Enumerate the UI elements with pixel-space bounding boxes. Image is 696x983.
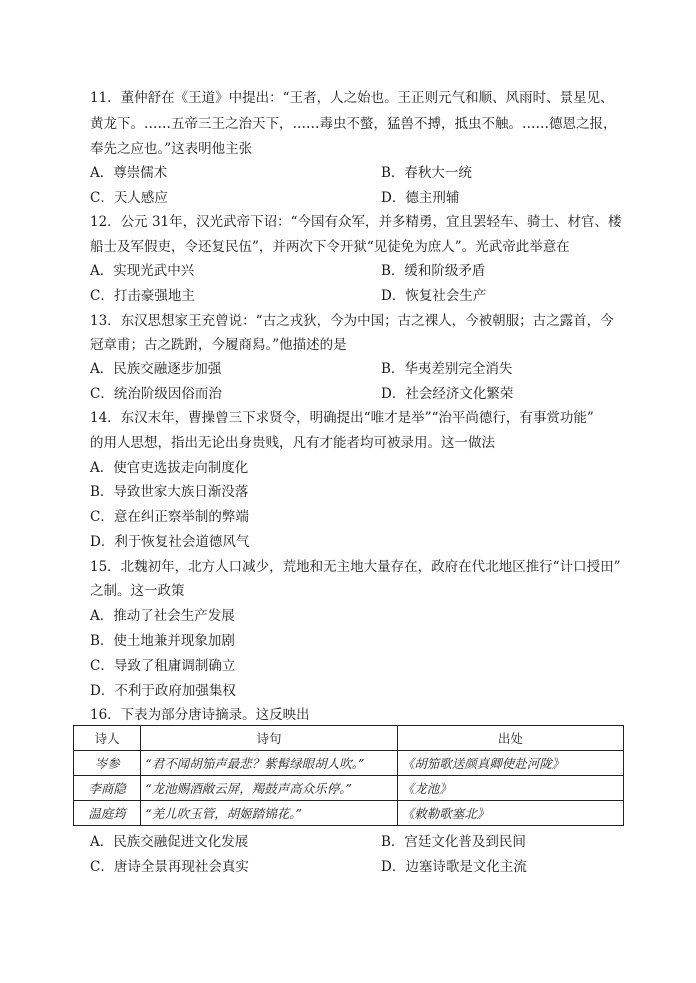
q14-stem-line-2: 的用人思想，指出无论出身贵贱，凡有才能者均可被录用。这一做法 (90, 435, 495, 451)
q11-option-d[interactable]: D．德主刑辅 (381, 190, 460, 206)
q13-option-d[interactable]: D．社会经济文化繁荣 (381, 386, 514, 402)
q13-option-c[interactable]: C．统治阶级因俗而治 (90, 386, 222, 402)
poem-table-header-poet: 诗人 (74, 726, 141, 751)
table-row (74, 776, 624, 801)
q11-option-a[interactable]: A．尊崇儒术 (90, 165, 168, 181)
poem-verse-cell: “羌儿吹玉管，胡姬踏锦花。” (141, 801, 397, 826)
q15-stem-line-2: 之制。这一政策 (90, 583, 185, 599)
poem-table-header-verse: 诗句 (141, 726, 397, 751)
q16-option-b[interactable]: B．宫廷文化普及到民间 (381, 834, 526, 850)
q11-stem-line-2: 黄龙下。……五帝三王之治天下，……毒虫不螫，猛兽不搏，抵虫不触。……德恩之报， (90, 116, 617, 132)
q14-option-d[interactable]: D．利于恢复社会道德风气 (90, 534, 250, 550)
q11-option-b[interactable]: B．春秋大一统 (381, 165, 472, 181)
q13-stem-line-2: 冠章甫；古之跣跗，今履商舄。”他描述的是 (90, 337, 347, 353)
poem-poet-cell: 岑参 (74, 751, 141, 776)
poem-table (73, 725, 624, 826)
poem-verse-cell: “君不闻胡笳声最悲？紫髯绿眼胡人吹。” (141, 751, 397, 776)
q16-stem-line-1: 16．下表为部分唐诗摘录。这反映出 (90, 707, 310, 723)
poem-source-cell: 《龙池》 (397, 776, 623, 801)
poem-poet-cell: 温庭筠 (74, 801, 141, 826)
q15-option-c[interactable]: C．导致了租庸调制确立 (90, 658, 236, 674)
q12-option-d[interactable]: D．恢复社会生产 (381, 288, 487, 304)
q14-option-c[interactable]: C．意在纠正察举制的弊端 (90, 509, 249, 525)
q16-option-d[interactable]: D．边塞诗歌是文化主流 (381, 859, 527, 875)
q12-option-b[interactable]: B．缓和阶级矛盾 (381, 263, 486, 279)
q12-stem-line-2: 船士及军假吏，令还复民伍”，并两次下令开狱“见徒免为庶人”。光武帝此举意在 (90, 239, 570, 255)
poem-table-header-source: 出处 (397, 726, 623, 751)
q12-stem-line-1: 12．公元 31年，汉光武帝下诏：“今国有众军，并多精勇，宜且罢轻车、骑士、材官、楼 (90, 214, 622, 230)
poem-table-header-row (74, 726, 624, 751)
q12-option-a[interactable]: A．实现光武中兴 (90, 263, 195, 279)
poem-verse-cell: “龙池赐酒敞云屏，羯鼓声高众乐停。” (141, 776, 397, 801)
q14-option-b[interactable]: B．导致世家大族日渐没落 (90, 484, 249, 500)
q16-option-a[interactable]: A．民族交融促进文化发展 (90, 834, 249, 850)
q15-option-b[interactable]: B．使土地兼并现象加剧 (90, 633, 235, 649)
q13-stem-line-1: 13．东汉思想家王充曾说：“古之戎狄，今为中国；古之裸人，今被朝服；古之露首，今 (90, 313, 614, 329)
q11-stem-line-3: 奉先之应也。”这表明他主张 (90, 141, 253, 157)
q13-option-b[interactable]: B．华夷差别完全消失 (381, 361, 513, 377)
q13-option-a[interactable]: A．民族交融逐步加强 (90, 361, 222, 377)
poem-source-cell: 《胡笳歌送颜真卿使赴河陇》 (397, 751, 623, 776)
q15-option-d[interactable]: D．不利于政府加强集权 (90, 683, 236, 699)
q12-option-c[interactable]: C．打击豪强地主 (90, 288, 195, 304)
q11-stem-line-1: 11．董仲舒在《王道》中提出：“王者，人之始也。王正则元气和顺、风雨时、景星见、 (90, 90, 614, 106)
poem-source-cell: 《敕勒歌塞北》 (397, 801, 623, 826)
q11-option-c[interactable]: C．天人感应 (90, 190, 168, 206)
table-row (74, 801, 624, 826)
poem-poet-cell: 李商隐 (74, 776, 141, 801)
q15-option-a[interactable]: A．推动了社会生产发展 (90, 608, 235, 624)
q14-option-a[interactable]: A．使官吏选拔走向制度化 (90, 460, 249, 476)
q14-stem-line-1: 14．东汉末年，曹操曾三下求贤令，明确提出“唯才是举”“治平尚德行，有事赏功能” (90, 410, 594, 426)
q16-option-c[interactable]: C．唐诗全景再现社会真实 (90, 859, 249, 875)
table-row (74, 751, 624, 776)
q15-stem-line-1: 15．北魏初年，北方人口减少，荒地和无主地大量存在，政府在代北地区推行“计口授田” (90, 559, 621, 575)
